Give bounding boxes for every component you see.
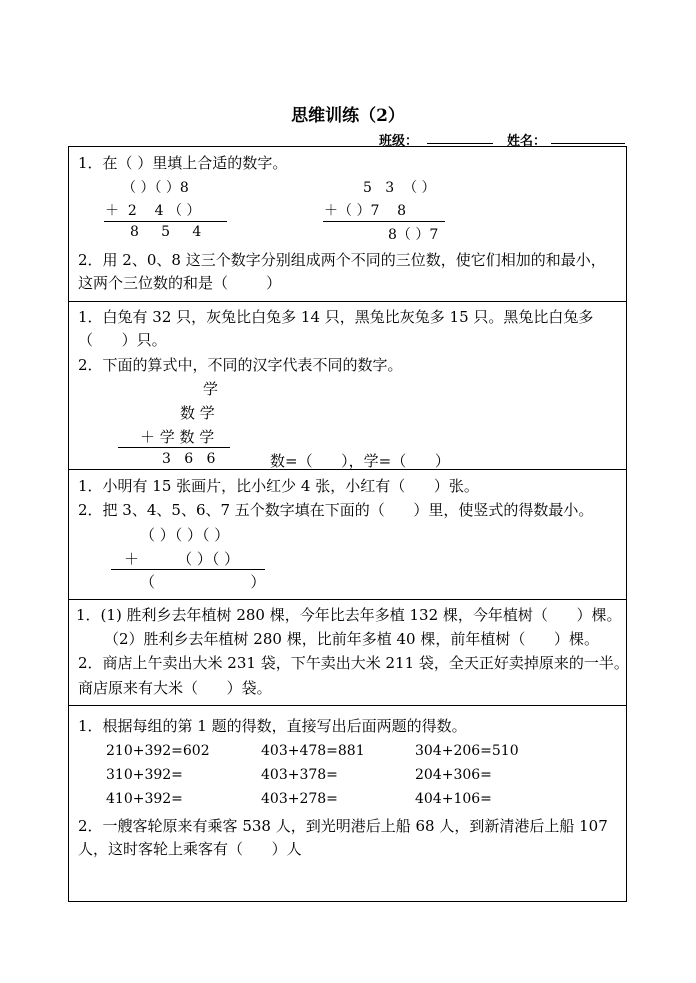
calc-cell: 210+392=602 [106,743,210,759]
s2-question-1-line2[interactable]: （ ）只。 [78,331,167,349]
s3-question-1[interactable]: 1．小明有 15 张画片，比小红少 4 张，小红有（ ）张。 [78,477,479,495]
s1-question-2-line1: 2．用 2、0、8 这三个数字分别组成两个不同的三位数，使它们相加的和最小， [78,251,606,269]
s1-b-rule [323,221,445,222]
s2-row3: ＋ 学 数 学 [140,428,215,446]
s1-b-row2[interactable]: ＋（ ）7 8 [324,203,407,219]
s1-b-row3[interactable]: 8（ ）7 [388,227,439,243]
s4-question-1b[interactable]: （2）胜利乡去年植树 280 棵，比前年多植 40 棵，前年植树（ ）棵。 [104,630,599,648]
s3-row2[interactable]: ＋ （ ）（ ） [124,550,240,568]
s2-rule [118,447,230,448]
s4-question-2-line2[interactable]: 商店原来有大米（ ）袋。 [78,679,272,697]
section-divider [69,705,626,706]
s3-row3[interactable]: （ ） [140,573,266,591]
calc-cell: 403+478=881 [261,743,365,759]
name-label: 姓名： [507,134,547,149]
s3-question-2: 2．把 3、4、5、6、7 五个数字填在下面的（ ）里，使竖式的得数最小。 [78,501,594,519]
s4-question-1a[interactable]: 1．(1) 胜利乡去年植树 280 棵，今年比去年多植 132 棵，今年植树（ ）棵。 [76,606,622,624]
s5-question-2-line1: 2．一艘客轮原来有乘客 538 人，到光明港后上船 68 人，到新清港后上船 107 [78,817,608,835]
s2-row4: 3 6 6 [162,451,216,467]
class-label: 班级： [379,134,419,149]
s2-question-2: 2．下面的算式中，不同的汉字代表不同的数字。 [78,356,403,374]
s1-question-2-line2[interactable]: 这两个三位数的和是（ ） [78,274,282,292]
s4-question-2-line1: 2．商店上午卖出大米 231 袋，下午卖出大米 211 袋，全天正好卖掉原来的一半。 [78,654,629,672]
section-divider [69,599,626,600]
calc-cell[interactable]: 403+378= [261,767,338,783]
s2-row2: 数 学 [180,404,215,422]
s2-question-1-line1: 1．白兔有 32 只，灰兔比白兔多 14 只，黑兔比灰兔多 15 只。黑兔比白兔多 [78,308,594,326]
s1-b-row1[interactable]: 5 3 （ ） [363,180,436,196]
section-divider [69,301,626,302]
s1-a-rule [104,221,227,222]
s5-question-1: 1．根据每组的第 1 题的得数，直接写出后面两题的得数。 [78,717,467,735]
s5-question-2-line2[interactable]: 人，这时客轮上乘客有（ ）人 [78,840,302,858]
s2-answer[interactable]: 数=（ ），学=（ ） [270,452,450,470]
s2-row1: 学 [203,380,219,398]
calc-cell[interactable]: 310+392= [106,767,183,783]
class-blank[interactable] [427,143,493,144]
calc-cell[interactable]: 204+306= [415,767,492,783]
s1-a-row1[interactable]: （ ）（ ）8 [122,180,189,196]
s3-rule [111,569,265,570]
calc-cell[interactable]: 410+392= [106,791,183,807]
s1-a-row3: 8 5 4 [130,224,202,240]
s3-row1[interactable]: （ ）（ ）（ ） [140,526,230,544]
calc-cell[interactable]: 403+278= [261,791,338,807]
name-blank[interactable] [551,143,625,144]
s1-question-1: 1．在（ ）里填上合适的数字。 [78,154,288,172]
calc-cell: 304+206=510 [415,743,519,759]
page-title: 思维训练（2） [291,106,405,126]
s1-a-row2[interactable]: ＋ 2 4 （ ） [105,203,201,219]
calc-cell[interactable]: 404+106= [415,791,492,807]
